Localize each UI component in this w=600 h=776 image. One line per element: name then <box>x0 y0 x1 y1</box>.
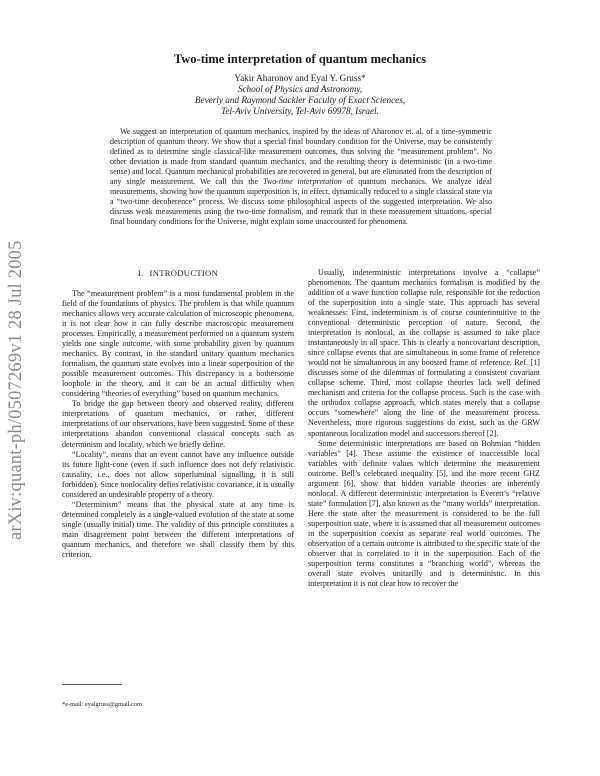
right-paragraph-1: Usually, indeterministic interpretations involve a “collapse” phenomenon. The quantum mechanics formalism is modified by the addition of a wave function collapse rule, responsible for the reduction of the superposition into a single state. This approach has several weaknesses: First, indeterminism is of course counterintuitive to the conventional deterministic perception of nature. Second, the interpretation is nonlocal, as the collapse is assumed to take place instantaneously in all space. This is clearly a noncovariant description, since collapse events that are simultaneous in some frame of reference would not be simultaneous in any boosted frame of reference. Ref. [1] discusses some of the dilemmas of formulating a consistent covariant collapse scheme. Third, most collapse theories lack well defined mechanism and criteria for the collapse process. Such is the case with the orthodox collapse approach, which states merely that a collapse occurs “somewhere” along the line of the measurement process. Nevertheless, more rigorous suggestions do exist, such as the GRW spontaneous localization model and successors thereof [2]. <box>308 268 540 438</box>
affiliation-line-1: School of Physics and Astronomy, <box>237 84 363 94</box>
left-paragraph-3: “Locality”, means that an event cannot have any influence outside its future light-cone (even if such influence does not defy relativistic causality, i.e., does not allow superluminal signalling, it is still forbidden). Since nonlocality defies relativistic covariance, it is usually considered an undesirable property of a theory. <box>62 449 294 499</box>
abstract <box>110 127 492 227</box>
affiliation-line-3: Tel-Aviv University, Tel-Aviv 69978, Israel. <box>221 106 379 116</box>
left-paragraph-4: “Determinism” means that the physical state at any time is determined completely as a single-valued evolution of the state at some single (usually initial) time. The validity of this principle constitutes a main disagreement point between the different interpretations of quantum mechanics, and therefore we shall classify them by this criterion. <box>62 499 294 559</box>
right-column <box>308 268 540 589</box>
author-block <box>0 73 600 117</box>
section-title: INTRODUCTION <box>149 268 219 278</box>
footnote-email: *e-mail: eyalgruss@gmail.com <box>62 701 143 708</box>
left-paragraph-1: The “measurement problem” is a most fundamental problem in the field of the foundations of physics. The problem is that while quantum mechanics allows very accurate calculation of microscopic phenomena, it is not clear how it can fully describe macroscopic measurement processes. Empirically, a measurement performed on a quantum system yields one single outcome, with some probability given by quantum mechanics. By contrast, in the standard unitary quantum mechanics formalism, the quantum state evolves into a linear superposition of the possible measurement outcomes. This discrepancy is a bothersome loophole in the theory, and it can be an actual difficulty when considering “theories of everything” based on quantum mechanics. <box>62 289 294 399</box>
section-heading <box>62 268 294 278</box>
abstract-italic-term: Two-time interpretation <box>263 177 342 187</box>
author-names: Yakir Aharonov and Eyal Y. Gruss* <box>234 73 366 83</box>
right-paragraph-2: Some deterministic interpretations are based on Bohmian “hidden variables” [4]. These assume the existence of inaccessible local variables with definite values which determine the measurement outcome. Bell’s celebrated inequality [5], and the more recent GHZ argument [6], show that hidden variable theories are inherently nonlocal. A different deterministic interpretation is Everett’s “relative state” formulation [7], also known as the “many worlds” interpretation. Here the state after the measurement is considered to be the full superposition state, where it is assumed that all measurement outcomes in the superposition coexist as separate real world outcomes. The observation of a certain outcome is attributed to the specific state of the observer that is correlated to it in the superposition. Each of the superposition terms constitutes a “branching world”, whereas the overall state evolves unitarilly and is deterministic. In this interpretation it is not clear how to recover the <box>308 438 540 588</box>
section-number: I. <box>137 268 144 278</box>
abstract-text-a: We suggest an interpretation of quantum mechanics, inspired by the ideas of Aharonov et. al. of a time-symmetric description of quantum theory. We show that a special final boundary condition for the Universe, may be consistently defined as to determine single classical-like measurement outcomes, thus solving the “measurement problem”. No other deviation is made from standard quantum mechanics, and the resulting theory is deterministic (in a two-time sense) and local. Quantum mechanical probabilities are recovered in general, but are eliminated from the description of any single measurement. We call this the <box>110 127 492 187</box>
left-column <box>62 268 294 560</box>
left-paragraph-2: To bridge the gap between theory and observed reality, different interpretations of quantum mechanics, or rather, different interpretations of our observations, have been suggested. Some of these interpretations abandon conventional classical concepts such as determinism and locality, which we briefly define. <box>62 399 294 449</box>
affiliation-line-2: Beverly and Raymond Sackler Faculty of Exact Sciences, <box>194 95 406 105</box>
paper-title: Two-time interpretation of quantum mechanics <box>173 52 427 66</box>
arxiv-identifier: arXiv:quant-ph/0507269v1 28 Jul 2005 <box>6 240 26 540</box>
footnote-divider <box>62 684 122 685</box>
abstract-text-b: of quantum mechanics. We analyze ideal measurements, showing how the quantum superposition is, in effect, dynamically reduced to a single classical state via a “two-time decoherence” process. We discuss some philosophical aspects of the suggested interpretation. We also discuss weak measurements using the two-time formalism, and remark that in these measurement situations, special final boundary conditions for the Universe, might explain some unaccounted for phenomena. <box>110 177 492 227</box>
abstract-paragraph <box>110 127 492 227</box>
